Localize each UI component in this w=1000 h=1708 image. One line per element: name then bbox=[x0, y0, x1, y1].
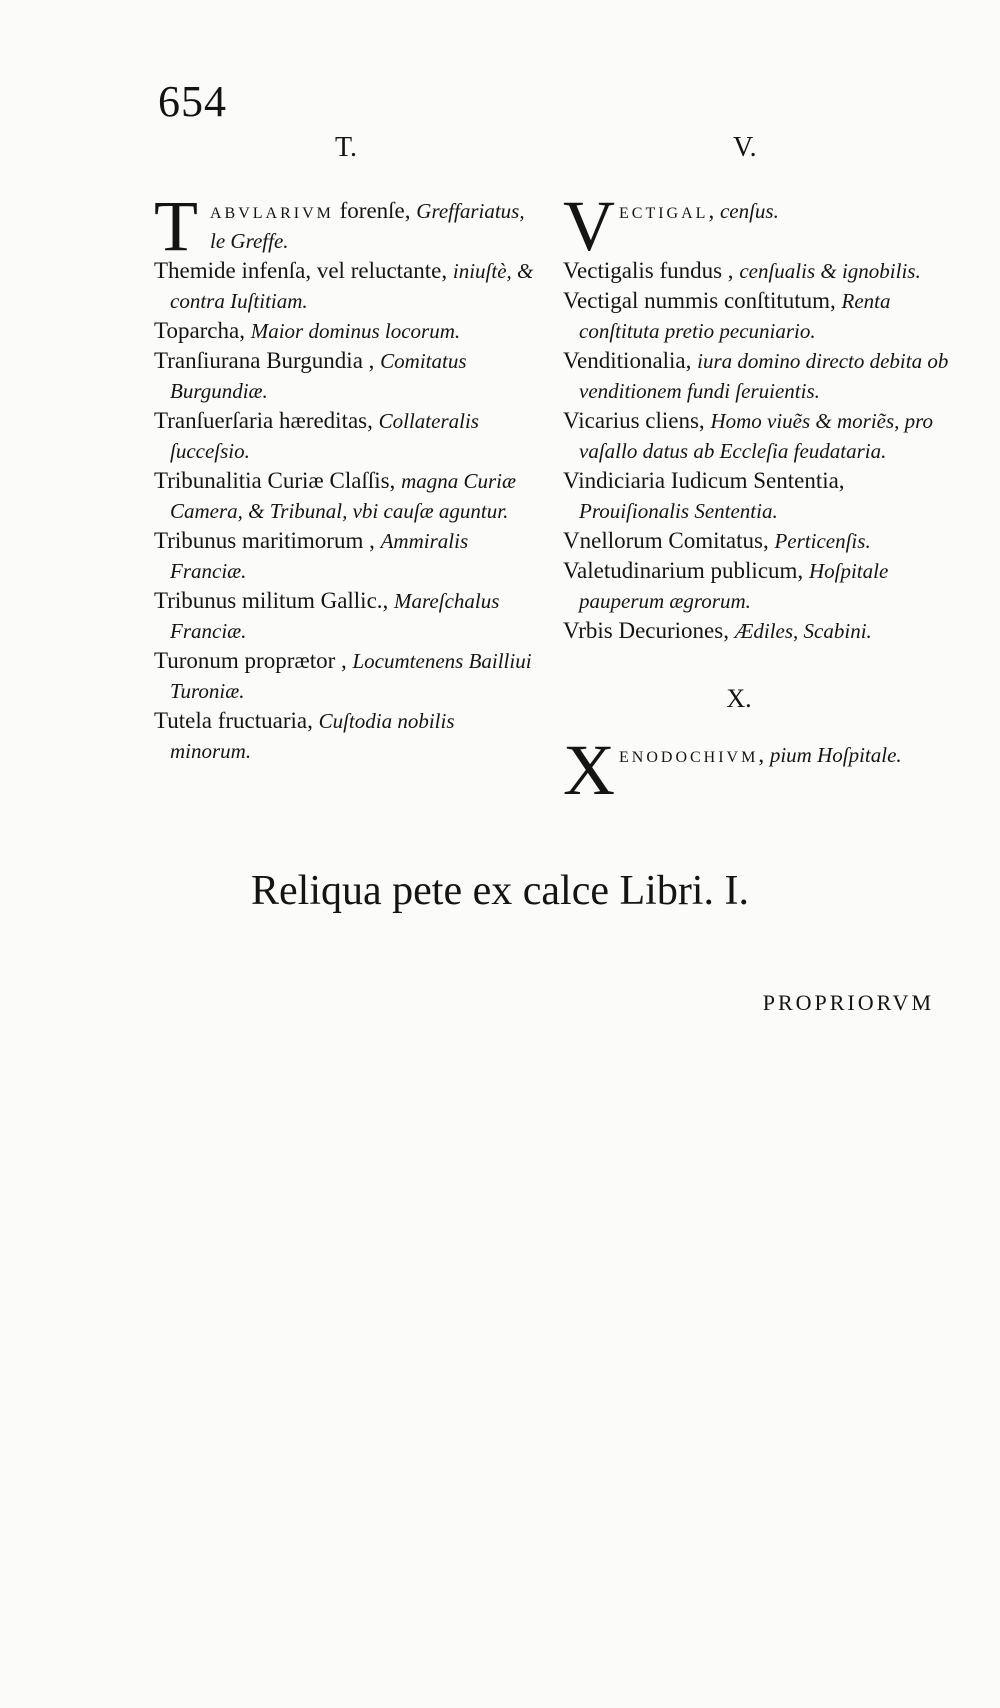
glossary-entry bbox=[154, 526, 540, 586]
entry-term: Venditionalia, bbox=[563, 348, 698, 373]
entry-term: Valetudinarium publicum, bbox=[563, 558, 809, 583]
glossary-entry bbox=[563, 556, 955, 616]
section-heading-t: T. bbox=[335, 132, 358, 163]
glossary-entry bbox=[154, 406, 540, 466]
entry-term: Vrbis Decuriones, bbox=[563, 618, 735, 643]
page-number: 654 bbox=[158, 77, 227, 126]
drop-cap-x: X bbox=[563, 730, 615, 810]
entry-gloss: Hoſpitale pauperum ægrorum. bbox=[579, 559, 889, 613]
entry-term: Tranſiurana Burgundia , bbox=[154, 348, 381, 373]
lead-word: abvlarivm bbox=[210, 198, 334, 223]
glossary-entry bbox=[563, 526, 955, 556]
entry-term: Vnellorum Comitatus, bbox=[563, 528, 775, 553]
left-entry-list bbox=[154, 256, 540, 766]
entry-gloss: cenſus. bbox=[719, 199, 779, 223]
section-heading-v: V. bbox=[733, 132, 757, 163]
entry-term: Vicarius cliens, bbox=[563, 408, 711, 433]
glossary-entry bbox=[154, 466, 540, 526]
entry-gloss: Mareſchalus Franciæ. bbox=[170, 589, 500, 643]
glossary-entry bbox=[154, 346, 540, 406]
glossary-entry bbox=[154, 646, 540, 706]
glossary-entry bbox=[563, 286, 955, 346]
drop-cap-v: V bbox=[563, 186, 615, 266]
closing-line: Reliqua pete ex calce Libri. I. bbox=[251, 868, 749, 914]
entry-gloss: Perticenſis. bbox=[774, 529, 871, 553]
glossary-entry bbox=[154, 706, 540, 766]
glossary-entry bbox=[563, 256, 955, 286]
entry-gloss: Collateralis ſucceſsio. bbox=[170, 409, 479, 463]
entry-gloss: magna Curiæ Camera, & Tribunal, vbi cauſæ aguntur. bbox=[170, 469, 516, 523]
entry-gloss: pium Hoſpitale. bbox=[769, 743, 902, 767]
entry-gloss: Homo viuẽs & moriẽs, pro vaſallo datus ab Eccleſia feudataria. bbox=[579, 409, 934, 463]
lead-word: ectigal bbox=[619, 198, 709, 223]
entry-term: Tribunus maritimorum , bbox=[154, 528, 381, 553]
entry-term: Tutela fructuaria, bbox=[154, 708, 319, 733]
entry-term: Vindiciaria Iudicum Sententia, bbox=[563, 468, 845, 493]
entry-term: Themide infenſa, vel reluctante, bbox=[154, 258, 453, 283]
entry-gloss: iniuſtè, & contra Iuſtitiam. bbox=[170, 259, 534, 313]
entry-term: forenſe, bbox=[333, 198, 417, 223]
left-column bbox=[154, 186, 540, 766]
entry-gloss: Renta conſtituta pretio pecuniario. bbox=[579, 289, 891, 343]
catchword: PROPRIORVM bbox=[762, 990, 934, 1015]
glossary-entry-lead-x bbox=[563, 730, 955, 810]
entry-gloss: Prouiſionalis Sententia. bbox=[579, 499, 778, 523]
entry-gloss: Maior dominus locorum. bbox=[250, 319, 461, 343]
entry-gloss: cenſualis & ignobilis. bbox=[739, 259, 921, 283]
glossary-entry-lead-t bbox=[154, 186, 540, 266]
entry-term: Toparcha, bbox=[154, 318, 251, 343]
glossary-entry bbox=[154, 316, 540, 346]
entry-term: Vectigalis fundus , bbox=[563, 258, 740, 283]
glossary-entry bbox=[563, 406, 955, 466]
entry-term: Tribunus militum Gallic., bbox=[154, 588, 395, 613]
entry-gloss: Cuſtodia nobilis minorum. bbox=[170, 709, 455, 763]
entry-term: Turonum proprætor , bbox=[154, 648, 353, 673]
entry-gloss: Ammiralis Franciæ. bbox=[170, 529, 469, 583]
entry-term: , bbox=[708, 198, 720, 223]
entry-gloss: Comitatus Burgundiæ. bbox=[170, 349, 467, 403]
entry-term: Tribunalitia Curiæ Claſſis, bbox=[154, 468, 402, 493]
entry-term: Vectigal nummis conſtitutum, bbox=[563, 288, 842, 313]
right-column bbox=[563, 186, 955, 810]
glossary-entry-lead-v bbox=[563, 186, 955, 266]
glossary-entry bbox=[563, 616, 955, 646]
glossary-entry bbox=[563, 466, 955, 526]
section-heading-x: X. bbox=[726, 684, 752, 713]
glossary-entry bbox=[154, 586, 540, 646]
drop-cap-t: T bbox=[154, 186, 198, 266]
glossary-entry bbox=[563, 346, 955, 406]
glossary-entry bbox=[154, 256, 540, 316]
right-entry-list bbox=[563, 256, 955, 646]
lead-word: enodochivm bbox=[619, 742, 759, 767]
entry-gloss: Greffariatus, le Greffe. bbox=[210, 199, 525, 253]
entry-term: , bbox=[758, 742, 770, 767]
entry-gloss: Locumtenens Bailliui Turoniæ. bbox=[170, 649, 532, 703]
entry-gloss: iura domino directo debita ob venditionem fundi ſeruientis. bbox=[579, 349, 949, 403]
entry-term: Tranſuerſaria hæreditas, bbox=[154, 408, 379, 433]
entry-gloss: Ædiles, Scabini. bbox=[734, 619, 872, 643]
